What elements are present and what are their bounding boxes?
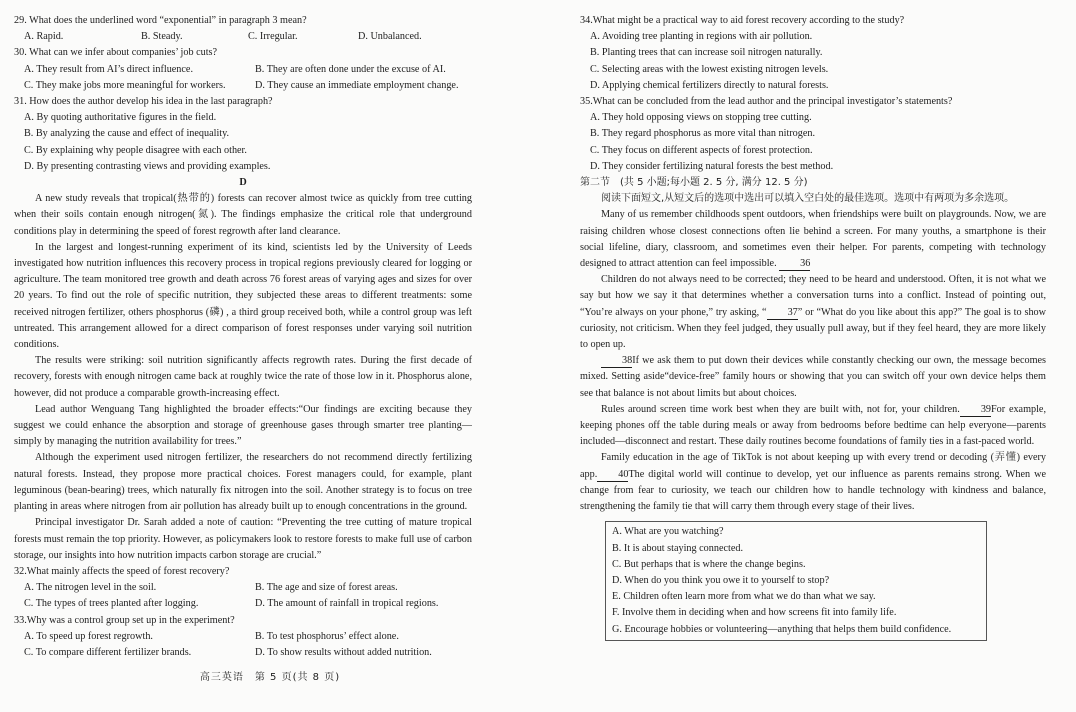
question-32 bbox=[14, 564, 472, 613]
option-b: B. Steady. bbox=[141, 31, 183, 43]
choice-d: D. When do you think you owe it to yourself to stop? bbox=[612, 574, 830, 586]
paragraph: Principal investigator Dr. Sarah added a note of caution: “Preventing the tree cutting of mature tropical forests must remain the top priority. However, as policymakers look to restore forests to make full use of carbon storage, our insights into how nutrition impacts carbon storage are crucial.” bbox=[14, 517, 472, 561]
question-stem: 34.What might be a practical way to aid forest recovery according to the study? bbox=[580, 15, 905, 26]
option-a: A. To speed up forest regrowth. bbox=[24, 630, 153, 642]
option-d: D. They cause an immediate employment change. bbox=[255, 79, 459, 91]
paragraph: Although the experiment used nitrogen fertilizer, the researchers do not recommend directly fertilizing natural forests. Instead, they propose more practical choices. Forest managers could, for example, plant leguminous (bean-bearing) trees, which naturally fix nitrogen into the soil. Another strategy is to focus on tree planting in areas where nitrogen from air pollution has already built up to enough concentrations in the ground. bbox=[14, 452, 472, 513]
option-b: B. To test phosphorus’ effect alone. bbox=[255, 630, 399, 642]
choice-f: F. Involve them in deciding when and how screens fit into family life. bbox=[612, 607, 897, 619]
option-b: B. Planting trees that can increase soil nitrogen naturally. bbox=[590, 47, 823, 59]
choice-e: E. Children often learn more from what we do than what we say. bbox=[612, 591, 876, 603]
question-31 bbox=[14, 94, 472, 175]
blank-38[interactable]: 38 bbox=[601, 354, 632, 368]
blank-40[interactable]: 40 bbox=[597, 468, 628, 482]
question-stem: 30. What can we infer about companies’ job cuts? bbox=[14, 47, 218, 59]
paragraph: A new study reveals that tropical(热带的) forests can recover almost twice as quickly from tree cutting when their soils contain enough nitrogen(氮). The findings emphasize the critical role that underground conditions play in determining the speed of forest regrowth after land clearance. bbox=[14, 193, 472, 237]
paragraph bbox=[580, 353, 1046, 402]
choices-box bbox=[605, 521, 987, 640]
paragraph: In the largest and longest-running experiment of its kind, scientists led by the University of Leeds investigated how nutrition influences this recovery process in tropical regions previously cleared for logging or agriculture. The team monitored tree growth and death across 76 forest areas of varying ages and sizes for over 20 years. To find out the role of specific nutrition, they subjected these areas to different treatments: some received nitrogen fertilizer, others phosphorus (磷) , a third group received both, while a control group was left untreated. This arrangement allowed for a direct comparison of forest responses under varying soil nutrition conditions. bbox=[14, 241, 472, 351]
option-a: A. They hold opposing views on stopping tree cutting. bbox=[590, 112, 812, 124]
choice-g: G. Encourage hobbies or volunteering—anything that helps them build confidence. bbox=[612, 623, 952, 635]
choice-c: C. But perhaps that is where the change begins. bbox=[612, 558, 806, 570]
option-b: B. They regard phosphorus as more vital than nitrogen. bbox=[590, 128, 816, 140]
paragraph: The results were striking: soil nutrition significantly affects regrowth rates. During the first decade of recovery, forests with enough nitrogen came back at roughly twice the rate of those low in it. Phosphorus alone, however, did not produce a comparable growth-increasing effect. bbox=[14, 355, 472, 399]
page-footer: 高三英语 第 5 页(共 8 页) bbox=[199, 672, 341, 683]
question-stem: 35.What can be concluded from the lead author and the principal investigator’s statements? bbox=[580, 96, 953, 108]
paragraph-text: If we ask them to put down their devices while constantly checking our own, the message becomes mixed. Setting aside“device-free” family hours or showing that you can switch off your own device helps them see that balance is not about limits but about choices. bbox=[580, 355, 1046, 399]
blank-39[interactable]: 39 bbox=[960, 403, 991, 417]
paragraph-text: ” or “What do you like about this app?” The goal is to show curiosity, not criticism. When they feel judged, they usually pull away, but if they feel heard, they are more likely to open up. bbox=[580, 306, 1046, 351]
option-d: D. Applying chemical fertilizers directly to natural forests. bbox=[590, 79, 829, 91]
option-d: D. By presenting contrasting views and providing examples. bbox=[24, 160, 271, 172]
cloze-passage bbox=[580, 207, 1046, 515]
question-34 bbox=[580, 13, 1046, 94]
question-stem: 31. How does the author develop his idea in the last paragraph? bbox=[14, 96, 273, 108]
paragraph bbox=[580, 272, 1046, 353]
question-30 bbox=[14, 45, 472, 94]
paragraph bbox=[580, 402, 1046, 451]
option-c: C. Selecting areas with the lowest existing nitrogen levels. bbox=[590, 63, 829, 75]
option-d: D. They consider fertilizing natural forests the best method. bbox=[590, 160, 834, 172]
question-stem: 29. What does the underlined word “exponential” in paragraph 3 mean? bbox=[14, 15, 307, 26]
passage-letter: D bbox=[239, 177, 247, 189]
left-column bbox=[14, 13, 472, 661]
section-instructions: 阅读下面短文,从短文后的选项中选出可以填入空白处的最佳选项。选项中有两项为多余选项。 bbox=[601, 193, 1015, 205]
option-b: B. The age and size of forest areas. bbox=[255, 582, 398, 594]
option-c: C. The types of trees planted after logging. bbox=[24, 598, 199, 610]
choice-b: B. It is about staying connected. bbox=[612, 542, 743, 554]
option-d: D. Unbalanced. bbox=[358, 31, 422, 43]
paragraph-text: Family education in the age of TikTok is not about keeping up with every trend or decoding (弄懂) every app. bbox=[580, 452, 1046, 480]
option-b: B. By analyzing the cause and effect of inequality. bbox=[24, 128, 230, 140]
paragraph-text: For example, keeping phones off the table during meals or away from bedrooms before bedtime can help everyone—parents included—disconnect and restart. These daily routines become foundations of family ties in a fast-paced world. bbox=[580, 403, 1046, 448]
paragraph-text: Many of us remember childhoods spent outdoors, when friendships were built on playgrounds. Now, we are raising children whose closest connections often lie behind a screen. For many youths, a smartphone is their social lifeline, diary, classroom, and sometimes even their helper. For parents, competing with technology designed to attract attention can feel impossible. bbox=[580, 209, 1046, 270]
right-column bbox=[580, 13, 1046, 641]
paragraph bbox=[580, 207, 1046, 272]
question-33 bbox=[14, 613, 472, 662]
option-c: C. They focus on different aspects of forest protection. bbox=[590, 144, 813, 156]
question-35 bbox=[580, 94, 1046, 175]
passage-d bbox=[14, 191, 472, 564]
blank-37[interactable]: 37 bbox=[767, 306, 798, 320]
section-heading: 第二节 (共 5 小题;每小题 2. 5 分, 满分 12. 5 分) bbox=[580, 177, 808, 189]
paragraph-text: Rules around screen time work best when they are built with, not for, your children. bbox=[601, 403, 960, 415]
paragraph-text: Children do not always need to be corrected; they need to be heard and understood. Often, it is not what we say but how we say it that determines whether a conversation turns into a conflict. Instead of pointing out, “You’re always on your phone,” try asking, “ bbox=[580, 274, 1046, 318]
option-a: A. Rapid. bbox=[24, 31, 64, 43]
option-c: C. To compare different fertilizer brands. bbox=[24, 646, 192, 658]
option-a: A. Avoiding tree planting in regions with air pollution. bbox=[590, 31, 813, 43]
question-stem: 33.Why was a control group set up in the experiment? bbox=[14, 614, 235, 626]
option-c: C. Irregular. bbox=[248, 31, 298, 43]
paragraph bbox=[580, 450, 1046, 515]
option-c: C. By explaining why people disagree with each other. bbox=[24, 144, 247, 156]
option-a: A. They result from AI’s direct influence. bbox=[24, 63, 193, 75]
paragraph: Lead author Wenguang Tang highlighted the broader effects:“Our findings are exciting because they suggest we could enhance the absorption and storage of greenhouse gases through smarter tree planting—simply by managing the nutrition availability for trees.” bbox=[14, 403, 472, 448]
option-b: B. They are often done under the excuse of AI. bbox=[255, 63, 446, 75]
option-d: D. The amount of rainfall in tropical regions. bbox=[255, 598, 439, 610]
option-a: A. By quoting authoritative figures in the field. bbox=[24, 112, 217, 124]
question-29 bbox=[14, 13, 472, 45]
paragraph-text: The digital world will continue to develop, yet our influence as parents remains strong. When we change from fear to curiosity, we teach our children how to handle technology with kindness and balance, strengthening the family tie that will carry them through every stage of their lives. bbox=[580, 468, 1046, 513]
choice-a: A. What are you watching? bbox=[612, 526, 724, 538]
option-a: A. The nitrogen level in the soil. bbox=[24, 582, 157, 594]
question-stem: 32.What mainly affects the speed of forest recovery? bbox=[14, 565, 230, 577]
blank-36[interactable]: 36 bbox=[779, 257, 810, 271]
option-d: D. To show results without added nutrition. bbox=[255, 646, 432, 658]
option-c: C. They make jobs more meaningful for workers. bbox=[24, 79, 226, 91]
